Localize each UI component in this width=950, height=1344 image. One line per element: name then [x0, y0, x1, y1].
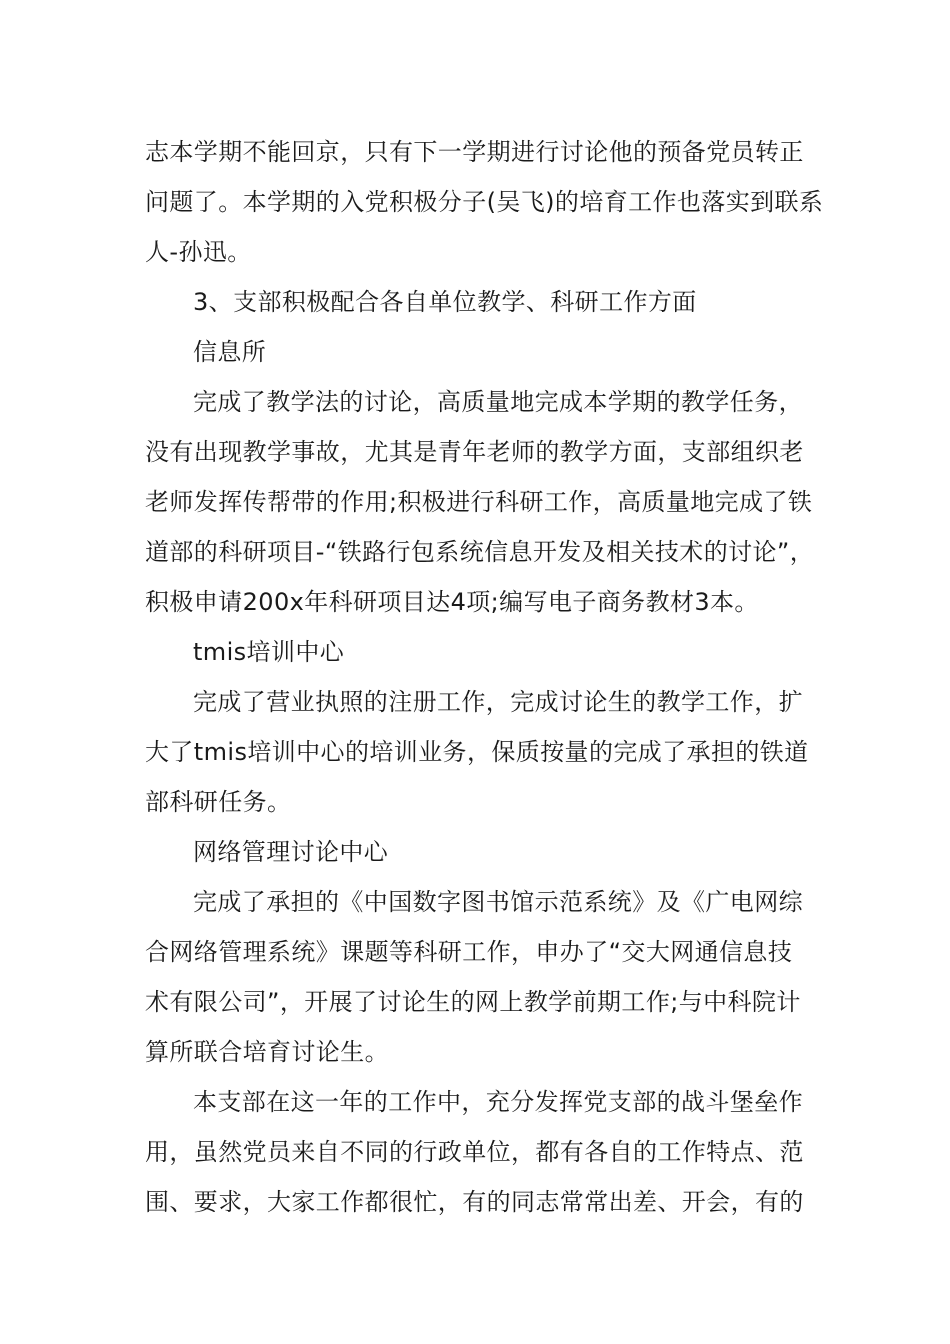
text-line: 完成了营业执照的注册工作，完成讨论生的教学工作，扩 — [193, 688, 803, 716]
subsection-heading: 网络管理讨论中心 — [193, 838, 389, 866]
subsection-heading: 信息所 — [193, 338, 267, 366]
text-line: 部科研任务。 — [145, 788, 292, 816]
text-line: 算所联合培育讨论生。 — [145, 1038, 389, 1066]
text-line: 没有出现教学事故，尤其是青年老师的教学方面，支部组织老 — [145, 438, 804, 466]
text-line: 术有限公司”，开展了讨论生的网上教学前期工作;与中科院计 — [145, 988, 801, 1016]
text-line: 本支部在这一年的工作中，充分发挥党支部的战斗堡垒作 — [193, 1088, 803, 1116]
text-line: 老师发挥传帮带的作用;积极进行科研工作，高质量地完成了铁 — [145, 488, 813, 516]
text-line: 人-孙迅。 — [145, 238, 252, 266]
text-line: 志本学期不能回京，只有下一学期进行讨论他的预备党员转正 — [145, 138, 804, 166]
text-line: 完成了教学法的讨论，高质量地完成本学期的教学任务， — [193, 388, 803, 416]
text-line: 积极申请200x年科研项目达4项;编写电子商务教材3本。 — [145, 588, 759, 616]
text-line: 道部的科研项目-“铁路行包系统信息开发及相关技术的讨论”， — [145, 538, 815, 566]
section-heading: 3、支部积极配合各自单位教学、科研工作方面 — [193, 288, 697, 316]
text-line: 问题了。本学期的入党积极分子(吴飞)的培育工作也落实到联系 — [145, 188, 824, 216]
text-line: 用，虽然党员来自不同的行政单位，都有各自的工作特点、范 — [145, 1138, 804, 1166]
text-line: 围、要求，大家工作都很忙，有的同志常常出差、开会，有的 — [145, 1188, 804, 1216]
subsection-heading: tmis培训中心 — [193, 638, 345, 666]
text-line: 合网络管理系统》课题等科研工作，申办了“交大网通信息技 — [145, 938, 793, 966]
text-line: 完成了承担的《中国数字图书馆示范系统》及《广电网综 — [193, 888, 803, 916]
text-line: 大了tmis培训中心的培训业务，保质按量的完成了承担的铁道 — [145, 738, 809, 766]
